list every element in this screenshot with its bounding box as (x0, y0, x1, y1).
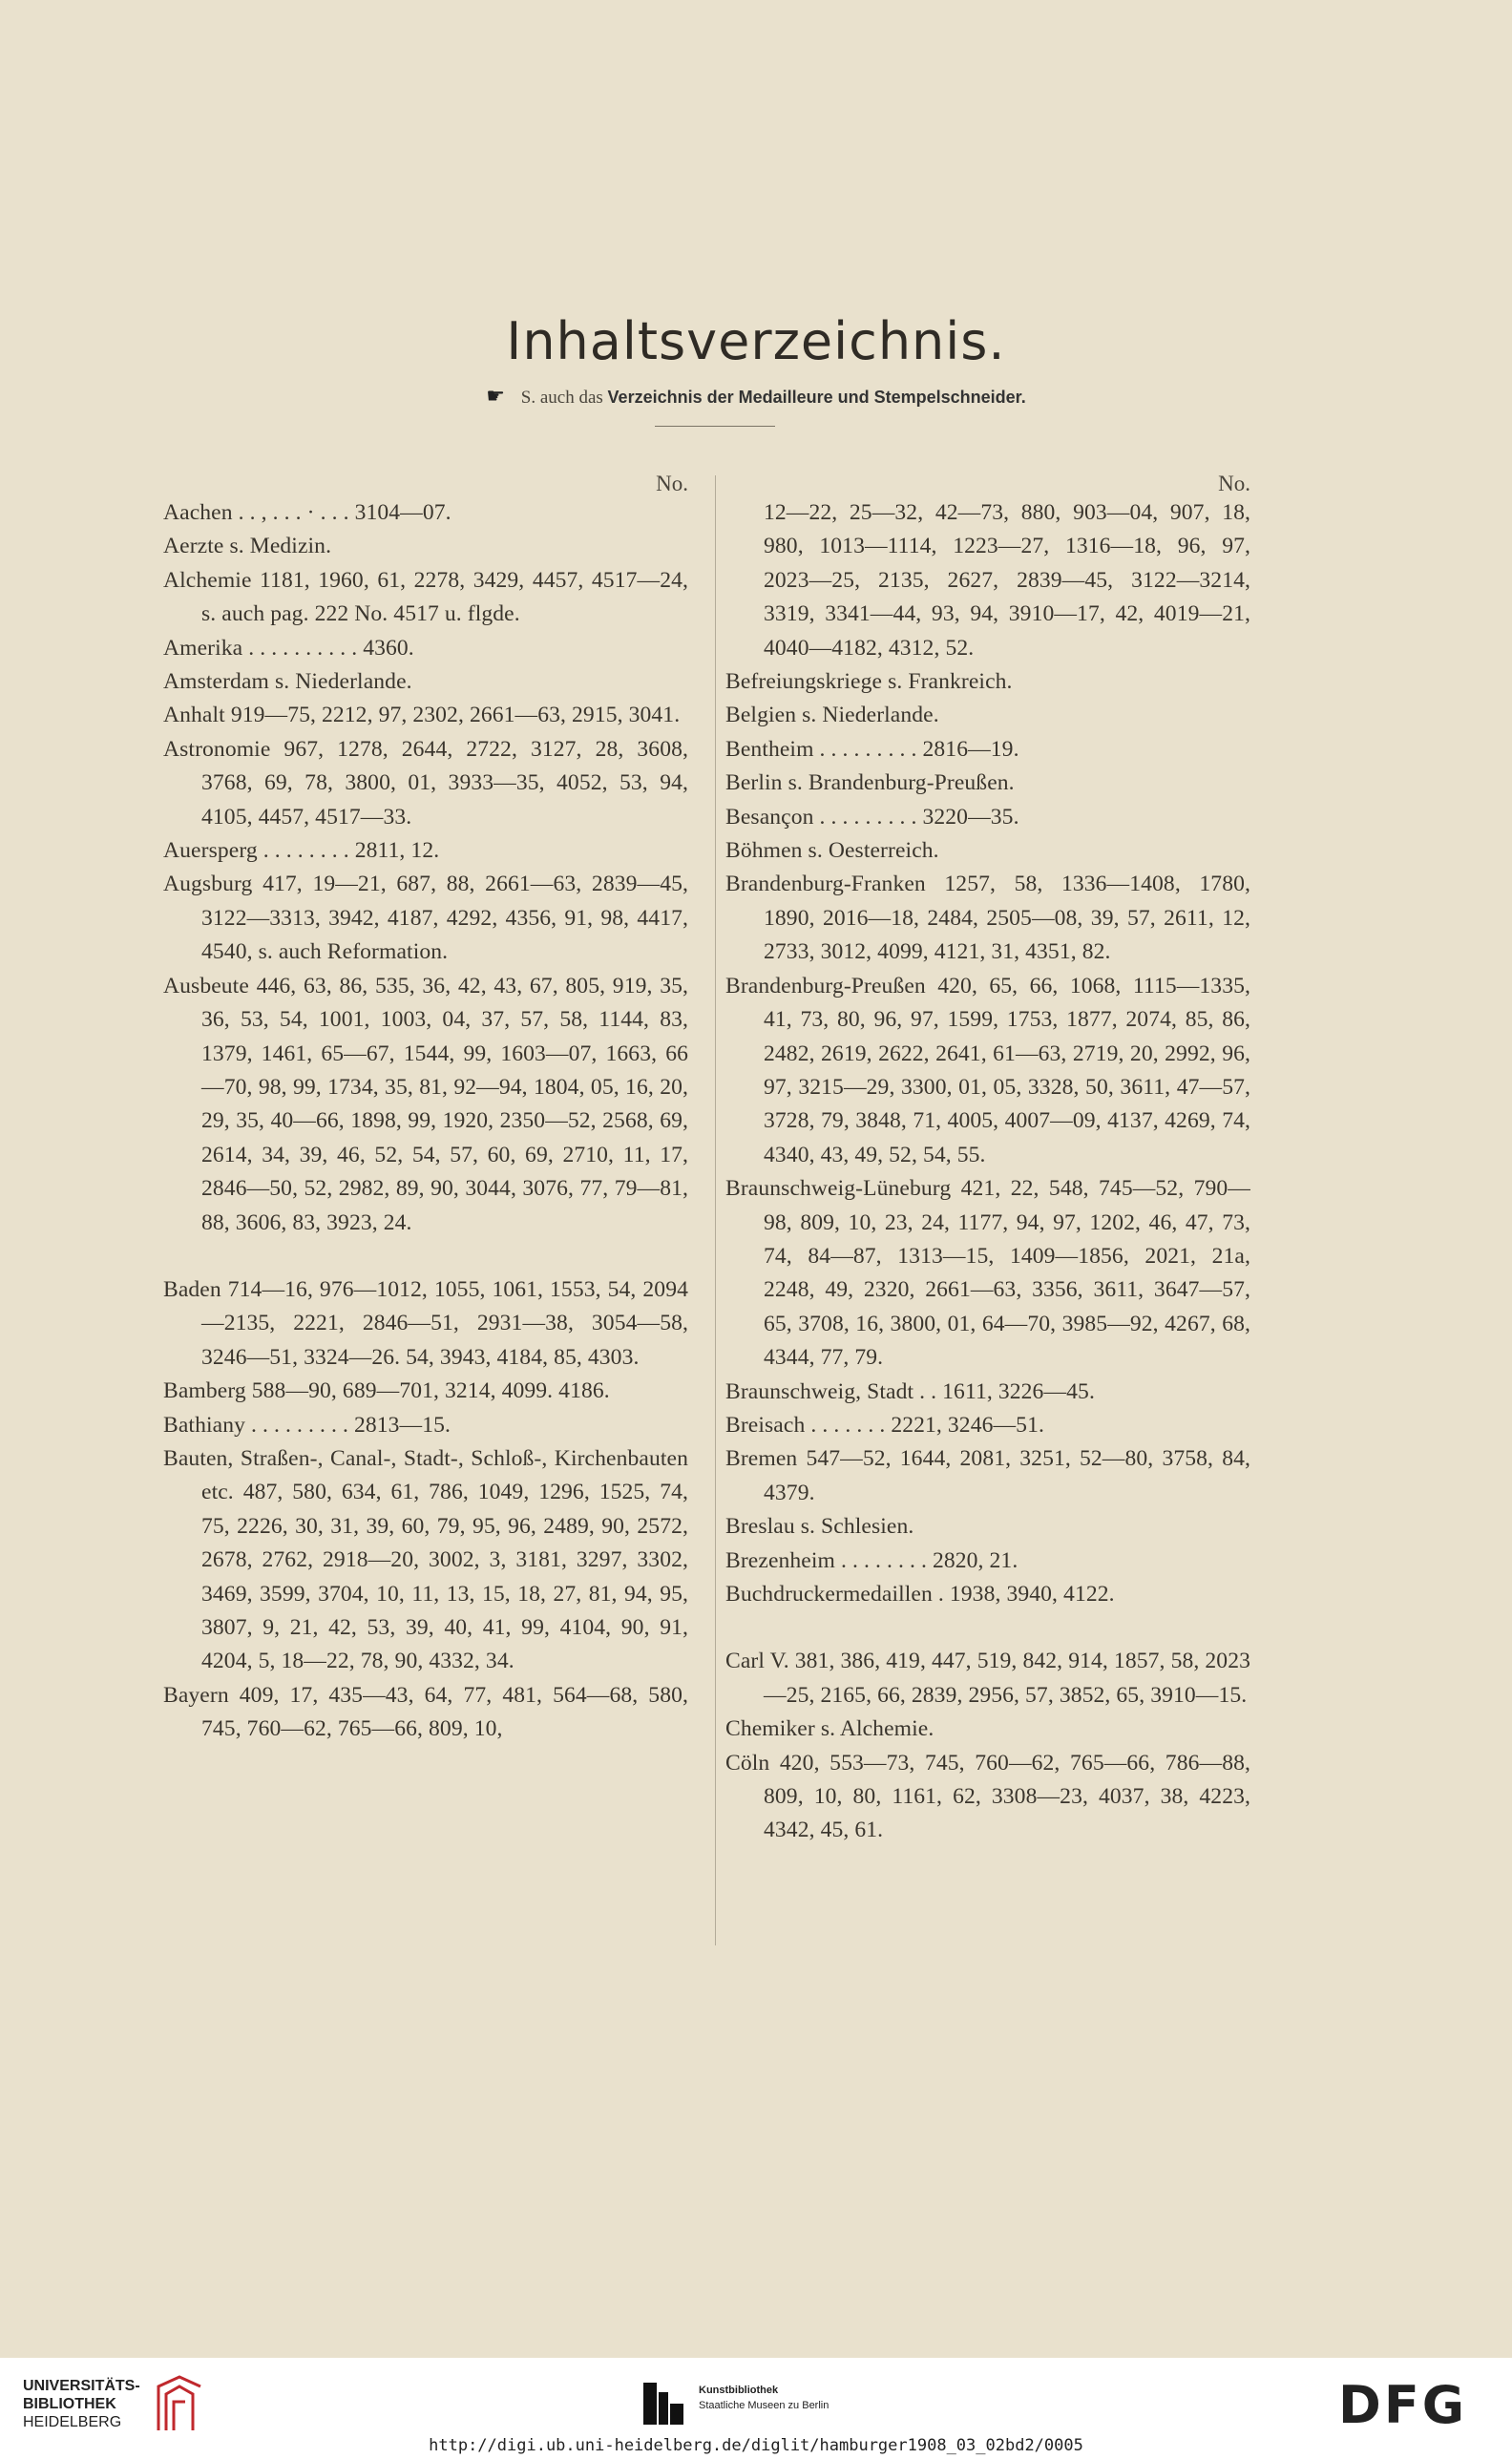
subtitle-prefix: S. auch das (520, 388, 603, 408)
right-column (725, 472, 1250, 1848)
index-entry: Bauten, Straßen-, Canal-, Stadt-, Schloß-, Kirchenbauten etc. 487, 580, 634, 61, 786, 1049, 1296, 1525, 74, 75, 2226, 30, 31, 39, 60, 79, 95, 96, 2489, 90, 2572, 2678, 2762, 2918—20, 3002, 3, 3181, 3297, 3302, 3469, 3599, 3704, 10, 11, 13, 15, 18, 27, 81, 94, 95, 3807, 9, 21, 42, 53, 39, 40, 41, 99, 4104, 90, 91, 4204, 5, 18—22, 78, 90, 4332, 34. (163, 1445, 688, 1674)
library-line-2: BIBLIOTHEK (23, 2396, 116, 2412)
source-url[interactable]: http://digi.ub.uni-heidelberg.de/diglit/hamburger1908_03_02bd2/0005 (429, 2436, 1083, 2455)
index-entry: Amsterdam s. Niederlande. (163, 669, 412, 695)
right-column-head: No. (1218, 472, 1250, 495)
index-entry: Bremen 547—52, 1644, 2081, 3251, 52—80, 3758, 84, 4379. (725, 1446, 1250, 1505)
subtitle-bold: Verzeichnis der Medailleure und Stempelschneider. (607, 388, 1026, 407)
page-title: Inhaltsverzeichnis. (506, 311, 1006, 371)
index-entry: Brandenburg-Preußen 420, 65, 66, 1068, 1115—1335, 41, 73, 80, 96, 97, 1599, 1753, 1877, 2074, 85, 86, 2482, 2619, 2622, 2641, 61—63, 2719, 20, 2992, 96, 97, 3215—29, 3300, 01, 05, 3328, 50, 3611, 47—57, 3728, 79, 3848, 71, 4005, 4007—09, 4137, 4269, 74, 4340, 43, 49, 52, 54, 55. (725, 973, 1250, 1167)
index-entry: Buchdruckermedaillen . 1938, 3940, 4122. (725, 1582, 1115, 1607)
index-entry: Bathiany . . . . . . . . . 2813—15. (163, 1412, 452, 1438)
index-entry: Bayern 409, 17, 435—43, 64, 77, 481, 564—68, 580, 745, 760—62, 765—66, 809, 10, (163, 1682, 688, 1742)
title-rule (655, 426, 775, 427)
library-line-1: UNIVERSITÄTS- (23, 2378, 140, 2394)
kb-line-2: Staatliche Museen zu Berlin (699, 2400, 830, 2411)
index-entry: Breisach . . . . . . . 2221, 3246—51. (725, 1412, 1044, 1438)
index-entry: Breslau s. Schlesien. (725, 1514, 914, 1540)
index-entry: Baden 714—16, 976—1012, 1055, 1061, 1553, 54, 2094—2135, 2221, 2846—51, 2931—38, 3054—58, 3246—51, 3324—26. 54, 3943, 4184, 85, 4303. (163, 1276, 688, 1370)
index-entry: Alchemie 1181, 1960, 61, 2278, 3429, 4457, 4517—24, s. auch pag. 222 No. 4517 u. flgde. (163, 567, 688, 627)
pointing-hand-icon: ☛ (486, 385, 506, 409)
index-entry: Braunschweig-Lüneburg 421, 22, 548, 745—52, 790—98, 809, 10, 23, 24, 1177, 94, 97, 1202, 46, 47, 73, 74, 84—87, 1313—15, 1409—1856, 2021, 21a, 2248, 49, 2320, 2661—63, 3356, 3611, 3647—57, 65, 3708, 16, 3800, 01, 64—70, 3985—92, 4267, 68, 4344, 77, 79. (725, 1176, 1250, 1371)
index-entry: Augsburg 417, 19—21, 687, 88, 2661—63, 2839—45, 3122—3313, 3942, 4187, 4292, 4356, 91, 98, 4417, 4540, s. auch Reformation. (163, 872, 688, 965)
left-column-head: No. (656, 472, 688, 495)
index-entry: Aachen . . , . . . · . . . 3104—07. (163, 500, 452, 525)
index-entry: Berlin s. Brandenburg-Preußen. (725, 770, 1015, 796)
left-entry-list (163, 496, 688, 1747)
kb-line-1: Kunstbibliothek (699, 2385, 779, 2396)
kunstbibliothek-text (699, 2383, 829, 2413)
index-entry: Auersperg . . . . . . . . 2811, 12. (163, 838, 440, 864)
index-entry: 12—22, 25—32, 42—73, 880, 903—04, 907, 18, 980, 1013—1114, 1223—27, 1316—18, 96, 97, 2023—25, 2135, 2627, 2839—45, 3122—3214, 3319, 3341—44, 93, 94, 3910—17, 42, 4019—21, 4040—4182, 4312, 52. (764, 500, 1250, 661)
index-entry: Ausbeute 446, 63, 86, 535, 36, 42, 43, 67, 805, 919, 35, 36, 53, 54, 1001, 1003, 04, 37, 57, 58, 1144, 83, 1379, 1461, 65—67, 1544, 99, 1603—07, 1663, 66—70, 98, 99, 1734, 35, 81, 92—94, 1804, 05, 16, 20, 29, 35, 40—66, 1898, 99, 1920, 2350—52, 2568, 69, 2614, 34, 39, 46, 52, 54, 57, 60, 69, 2710, 11, 17, 2846—50, 52, 2982, 89, 90, 3044, 3076, 77, 79—81, 88, 3606, 83, 3923, 24. (163, 973, 688, 1235)
index-entry: Carl V. 381, 386, 419, 447, 519, 842, 914, 1857, 58, 2023—25, 2165, 66, 2839, 2956, 57, 3852, 65, 3910—15. (725, 1649, 1250, 1708)
index-entry: Bamberg 588—90, 689—701, 3214, 4099. 4186. (163, 1378, 610, 1404)
ub-logo-icon (151, 2373, 208, 2434)
index-entry: Cöln 420, 553—73, 745, 760—62, 765—66, 786—88, 809, 10, 80, 1161, 62, 3308—23, 4037, 38, 4223, 4342, 45, 61. (725, 1750, 1250, 1843)
kunstbibliothek-logo-icon (643, 2383, 685, 2425)
index-entry: Brandenburg-Franken 1257, 58, 1336—1408, 1780, 1890, 2016—18, 2484, 2505—08, 39, 57, 2611, 12, 2733, 3012, 4099, 4121, 31, 4351, 82. (725, 872, 1250, 965)
footer-bar (0, 2358, 1512, 2459)
right-entry-list (725, 496, 1250, 1848)
index-entry: Bentheim . . . . . . . . . 2816—19. (725, 736, 1019, 762)
index-entry: Braunschweig, Stadt . . 1611, 3226—45. (725, 1378, 1095, 1404)
left-column (163, 472, 688, 1747)
index-entry: Amerika . . . . . . . . . . 4360. (163, 635, 414, 661)
index-entry: Belgien s. Niederlande. (725, 703, 939, 728)
column-divider (715, 475, 716, 1945)
index-entry: Besançon . . . . . . . . . 3220—35. (725, 804, 1019, 830)
index-entry: Astronomie 967, 1278, 2644, 2722, 3127, 28, 3608, 3768, 69, 78, 3800, 01, 3933—35, 4052, 53, 94, 4105, 4457, 4517—33. (163, 736, 688, 830)
index-entry: Brezenheim . . . . . . . . 2820, 21. (725, 1547, 1018, 1573)
index-entry: Aerzte s. Medizin. (163, 534, 332, 559)
index-entry: Böhmen s. Oesterreich. (725, 838, 939, 864)
index-entry: Chemiker s. Alchemie. (725, 1716, 934, 1742)
library-line-3: HEIDELBERG (23, 2414, 122, 2430)
page-subtitle (0, 385, 1512, 409)
index-entry: Befreiungskriege s. Frankreich. (725, 669, 1013, 695)
index-entry: Anhalt 919—75, 2212, 97, 2302, 2661—63, 2915, 3041. (163, 703, 681, 728)
dfg-logo: DFG (1338, 2375, 1468, 2435)
ub-heidelberg-text (23, 2377, 140, 2431)
